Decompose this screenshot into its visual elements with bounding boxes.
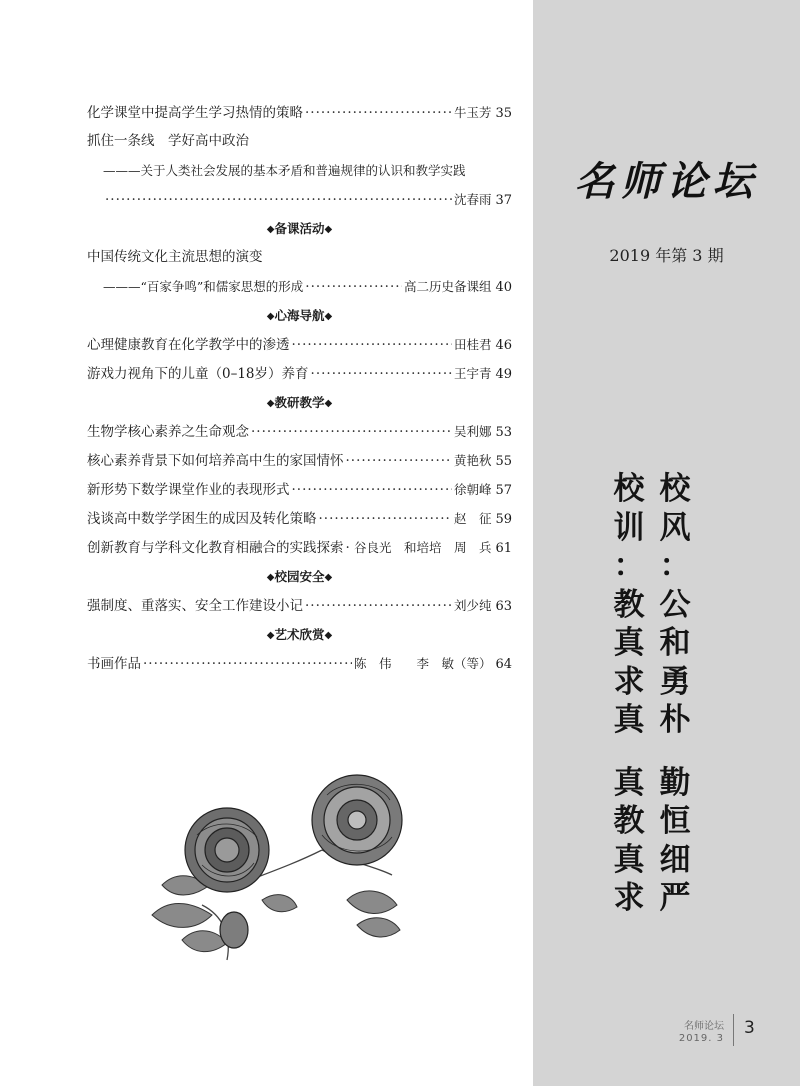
section-header-teaching xyxy=(87,388,512,417)
diamond-icon: ◆ xyxy=(266,630,275,641)
entry-page: 46 xyxy=(495,338,512,353)
motto-char: 真 xyxy=(613,625,645,661)
motto-char: 真 xyxy=(613,841,645,878)
leader-dots xyxy=(346,447,452,476)
entry-title: 游戏力视角下的儿童（0–18岁）养育 xyxy=(87,366,309,382)
entry-page: 35 xyxy=(495,106,512,121)
entry-author: 黄艳秋 xyxy=(453,453,492,468)
motto-char: 细 xyxy=(659,841,691,878)
motto-char: 校 xyxy=(613,471,645,507)
entry-author: 谷良光 和培培 周 兵 xyxy=(353,540,492,555)
leader-dots xyxy=(143,650,352,679)
motto-char: ： xyxy=(659,548,691,584)
motto-char: 训 xyxy=(613,509,645,546)
diamond-icon: ◆ xyxy=(266,224,275,235)
motto-char: 校 xyxy=(659,471,691,507)
footer-divider xyxy=(733,1014,734,1046)
leader-dots xyxy=(292,476,452,505)
footer-journal-name: 名师论坛 xyxy=(684,1021,724,1032)
entry-title: 书画作品 xyxy=(87,656,141,672)
toc-entry-title[interactable]: 中国传统文化主流思想的演变 xyxy=(87,249,263,265)
entry-page: 49 xyxy=(495,367,512,382)
entry-title: 新形势下数学课堂作业的表现形式 xyxy=(87,482,290,498)
entry-page: 53 xyxy=(495,425,512,440)
diamond-icon: ◆ xyxy=(324,572,333,583)
section-title: 艺术欣赏 xyxy=(274,627,325,642)
motto-char: 朴 xyxy=(659,702,691,738)
leader-dots xyxy=(346,534,352,563)
motto-char: 风 xyxy=(659,509,691,546)
roses-illustration xyxy=(142,765,422,965)
page-number: 3 xyxy=(744,1018,755,1038)
table-of-contents xyxy=(87,98,512,678)
entry-title: 心理健康教育在化学教学中的渗透 xyxy=(87,337,290,353)
entry-page: 61 xyxy=(495,541,512,556)
motto-char: 教 xyxy=(613,586,645,623)
entry-subtitle: ———“百家争鸣”和儒家思想的形成 xyxy=(103,279,304,294)
entry-author: 高二历史备课组 xyxy=(403,279,492,294)
diamond-icon: ◆ xyxy=(324,311,333,322)
entry-title: 化学课堂中提高学生学习热情的策略 xyxy=(87,105,303,121)
leader-dots xyxy=(319,505,452,534)
motto-gap xyxy=(655,740,695,764)
entry-title: 强制度、重落实、安全工作建设小记 xyxy=(87,598,303,614)
leader-dots xyxy=(105,186,452,215)
motto-char: 真 xyxy=(613,702,645,738)
entry-page: 57 xyxy=(495,483,512,498)
entry-author: 陈 伟 李 敏（等） xyxy=(353,656,492,671)
toc-entry[interactable] xyxy=(87,417,512,446)
entry-author: 赵 征 xyxy=(453,511,492,526)
motto-char: 和 xyxy=(659,625,691,661)
motto-char: 勇 xyxy=(659,663,691,700)
footer-date: 2019. 3 xyxy=(678,1033,724,1044)
motto-school-spirit xyxy=(655,470,695,918)
diamond-icon: ◆ xyxy=(324,224,333,235)
entry-author: 沈春雨 xyxy=(453,192,492,207)
diamond-icon: ◆ xyxy=(266,311,275,322)
toc-entry-tail[interactable] xyxy=(87,185,512,214)
leader-dots xyxy=(292,331,452,360)
motto-gap xyxy=(609,740,649,764)
motto-char: 严 xyxy=(659,880,691,916)
entry-author: 田桂君 xyxy=(453,337,492,352)
motto-char: 教 xyxy=(613,803,645,839)
section-header-art xyxy=(87,620,512,649)
diamond-icon: ◆ xyxy=(266,572,275,583)
toc-entry[interactable] xyxy=(87,98,512,127)
leader-dots xyxy=(311,360,452,389)
toc-entry[interactable] xyxy=(87,504,512,533)
toc-entry-subtitle: ———关于人类社会发展的基本矛盾和普遍规律的认识和教学实践 xyxy=(103,163,466,178)
leader-dots xyxy=(305,99,452,128)
entry-page: 37 xyxy=(495,193,512,208)
section-title: 心海导航 xyxy=(274,308,325,323)
toc-entry[interactable] xyxy=(87,359,512,388)
entry-title: 生物学核心素养之生命观念 xyxy=(87,424,249,440)
entry-page: 40 xyxy=(495,280,512,295)
motto-char: ： xyxy=(613,548,645,584)
motto-char: 求 xyxy=(613,663,645,700)
toc-entry[interactable] xyxy=(87,330,512,359)
toc-entry[interactable] xyxy=(87,591,512,620)
toc-entry-tail[interactable] xyxy=(87,272,512,301)
section-title: 备课活动 xyxy=(274,221,325,236)
side-panel xyxy=(533,0,800,1086)
toc-entry-title[interactable]: 抓住一条线 学好高中政治 xyxy=(87,133,249,149)
entry-author: 牛玉芳 xyxy=(453,105,492,120)
entry-author: 吴利娜 xyxy=(453,424,492,439)
section-title: 校园安全 xyxy=(274,569,325,584)
entry-title: 浅谈高中数学学困生的成因及转化策略 xyxy=(87,511,317,527)
section-title: 教研教学 xyxy=(274,395,325,410)
motto-char: 勤 xyxy=(659,764,691,801)
toc-entry[interactable] xyxy=(87,475,512,504)
motto-school-creed xyxy=(609,470,649,918)
toc-entry[interactable] xyxy=(87,533,512,562)
leader-dots xyxy=(305,592,452,621)
diamond-icon: ◆ xyxy=(266,398,275,409)
motto-char: 求 xyxy=(613,880,645,916)
entry-page: 64 xyxy=(495,657,512,672)
entry-title: 创新教育与学科文化教育相融合的实践探索 xyxy=(87,540,344,556)
issue-label: 2019 年第 3 期 xyxy=(609,246,724,265)
entry-page: 55 xyxy=(495,454,512,469)
motto-char: 恒 xyxy=(659,803,691,839)
diamond-icon: ◆ xyxy=(324,630,333,641)
section-header-prep xyxy=(87,214,512,243)
journal-title: 名师论坛 xyxy=(574,158,759,205)
diamond-icon: ◆ xyxy=(324,398,333,409)
entry-page: 63 xyxy=(495,599,512,614)
toc-entry[interactable] xyxy=(87,649,512,678)
section-header-safety xyxy=(87,562,512,591)
entry-author: 徐朝峰 xyxy=(453,482,492,497)
motto-char: 公 xyxy=(659,586,691,623)
motto-char: 真 xyxy=(613,764,645,801)
entry-page: 59 xyxy=(495,512,512,527)
entry-author: 王宇青 xyxy=(453,366,492,381)
section-header-mind xyxy=(87,301,512,330)
entry-author: 刘少纯 xyxy=(453,598,492,613)
toc-entry[interactable] xyxy=(87,446,512,475)
entry-title: 核心素养背景下如何培养高中生的家国情怀 xyxy=(87,453,344,469)
leader-dots xyxy=(251,418,452,447)
leader-dots xyxy=(305,273,402,302)
